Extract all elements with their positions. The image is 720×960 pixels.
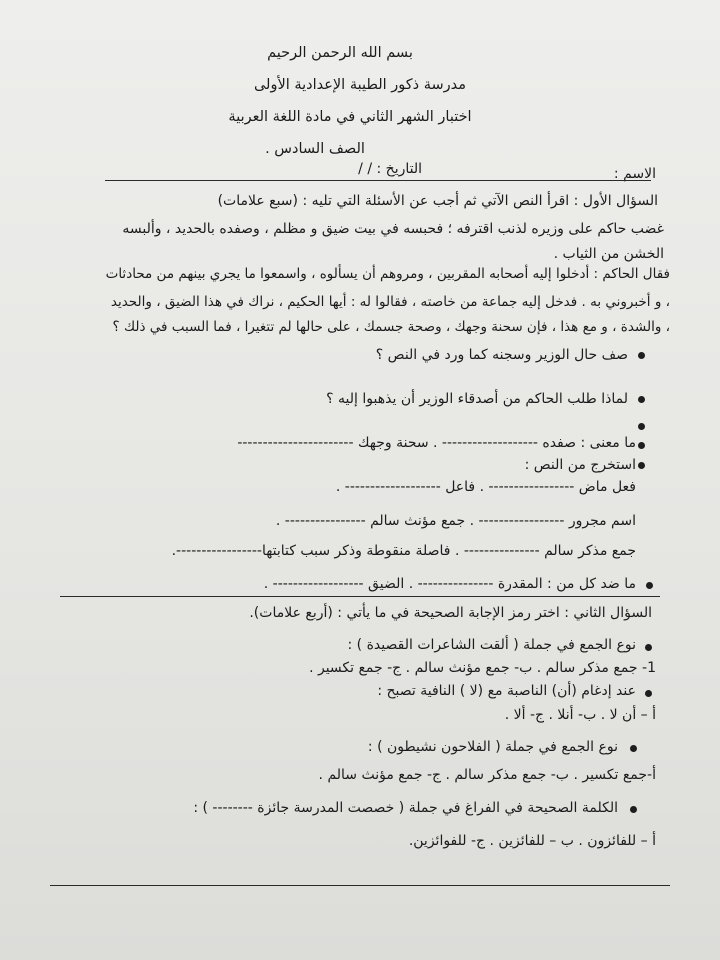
q1-extract-row-3: جمع مذكر سالم --------------- . فاصلة منقوطة وذكر سبب كتابتها-----------------. <box>171 543 636 559</box>
q1-extract-row-2: اسم مجرور ----------------- . جمع مؤنث سالم ---------------- . <box>275 513 636 529</box>
bullet-icon <box>630 745 637 752</box>
q2-item-2-choices: أ – أن لا . ب- أنلا . ج- ألا . <box>504 707 656 723</box>
bullet-icon <box>630 806 637 813</box>
q1-opposite: ما ضد كل من : المقدرة --------------- . الضيق ------------------ . <box>263 576 636 592</box>
q1-title: السؤال الأول : اقرأ النص الآتي ثم أجب عن الأسئلة التي تليه : (سبع علامات) <box>217 193 658 209</box>
q1-describe: صف حال الوزير وسجنه كما ورد في النص ؟ <box>375 347 628 363</box>
passage-line-5: ، والشدة ، و مع هذا ، فإن سحنة وجهك ، وصحة جسمك ، على حالها لم تتغيرا ، فما السبب في ذلك ؟ <box>112 319 670 335</box>
bullet-icon <box>638 396 645 403</box>
bullet-icon <box>638 462 645 469</box>
q2-item-3-question: نوع الجمع في جملة ( الفلاحون نشيطون ) : <box>367 739 618 755</box>
date-label: التاريخ : / / <box>358 161 422 177</box>
bullet-icon <box>638 442 645 449</box>
header-divider <box>105 180 651 181</box>
q1-why: لماذا طلب الحاكم من أصدقاء الوزير أن يذهبوا إليه ؟ <box>326 391 628 407</box>
q2-item-1-question: نوع الجمع في جملة ( ألقت الشاعرات القصيدة ) : <box>347 637 636 653</box>
q2-title: السؤال الثاني : اختر رمز الإجابة الصحيحة في ما يأتي : (أربع علامات). <box>249 605 652 621</box>
bullet-icon <box>646 582 653 589</box>
passage-line-1: غضب حاكم على وزيره لذنب اقترفه ؛ فحبسه في بيت ضيق و مظلم ، وصفده بالحديد ، وألبسه <box>122 221 664 237</box>
passage-line-3: فقال الحاكم : أدخلوا إليه أصحابه المقربين ، ومروهم أن يسألوه ، واسمعوا ما يجري بينهم من محادثات <box>105 266 670 282</box>
q1-extract-row-1: فعل ماض ----------------- . فاعل ------------------- . <box>335 479 636 495</box>
bullet-icon <box>638 352 645 359</box>
q2-item-1-choices: 1- جمع مذكر سالم . ب- جمع مؤنث سالم . ج- جمع تكسير . <box>309 660 656 676</box>
section-divider <box>60 596 660 597</box>
q2-item-3-choices: أ-جمع تكسير . ب- جمع مذكر سالم . ج- جمع مؤنث سالم . <box>318 767 656 783</box>
basmala: بسم الله الرحمن الرحيم <box>267 45 413 61</box>
bullet-icon <box>645 644 652 651</box>
q2-item-4-question: الكلمة الصحيحة في الفراغ في جملة ( خصصت المدرسة جائزة -------- ) : <box>193 800 618 816</box>
q1-meaning: ما معنى : صفده ------------------- . سحنة وجهك ----------------------- <box>237 435 636 451</box>
school-name: مدرسة ذكور الطيبة الإعدادية الأولى <box>253 77 467 93</box>
q2-item-2-question: عند إدغام (أن) الناصبة مع (لا ) النافية تصبح : <box>377 683 636 699</box>
q2-item-4-choices: أ – للفائزون . ب – للفائزين . ج- للفوائزين. <box>408 833 656 849</box>
footer-divider <box>50 885 670 886</box>
bullet-icon <box>645 690 652 697</box>
passage-line-4: ، و أخبروني به . فدخل إليه جماعة من خاصته ، فقالوا له : أيها الحكيم ، نراك في هذا الضيق ، والحديد <box>110 294 670 310</box>
grade-label: الصف السادس . <box>265 141 365 157</box>
name-label: الاسم : <box>613 166 656 182</box>
q1-extract: استخرج من النص : <box>524 457 636 473</box>
passage-line-2: الخشن من الثياب . <box>553 246 664 262</box>
exam-title: اختبار الشهر الثاني في مادة اللغة العربية <box>228 109 472 125</box>
bullet-icon <box>638 423 645 430</box>
